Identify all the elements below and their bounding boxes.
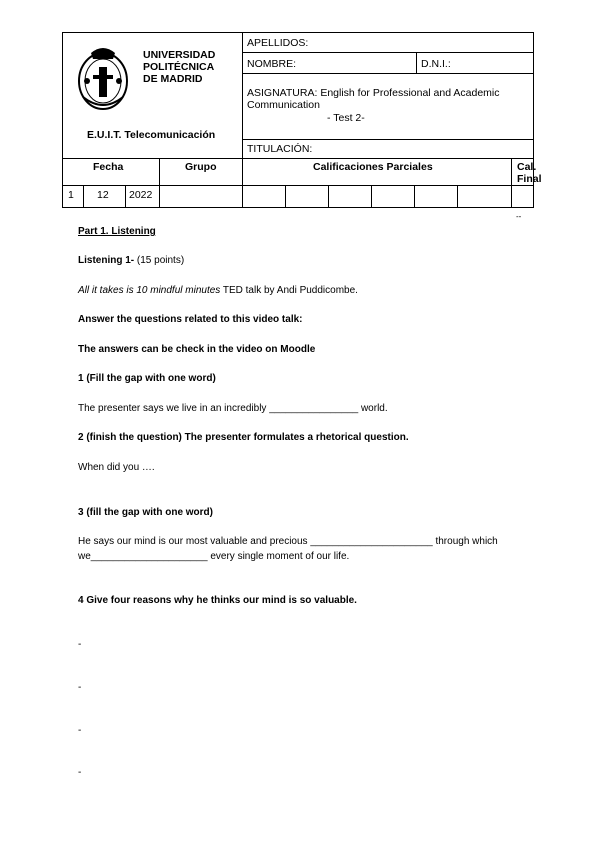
listening-label: Listening 1- bbox=[78, 255, 135, 266]
date-day: 1 bbox=[68, 189, 74, 201]
university-line: DE MADRID bbox=[143, 73, 203, 85]
university-line: POLITÉCNICA bbox=[143, 61, 215, 73]
q3-line2: we_____________________ every single moment of our life. bbox=[78, 551, 350, 562]
cal-header: Cal. bbox=[517, 161, 537, 173]
grupo-header: Grupo bbox=[185, 161, 217, 173]
test-label: - Test 2- bbox=[327, 112, 365, 124]
talk-rest: TED talk by Andi Puddicombe. bbox=[220, 285, 358, 296]
answer-dash: - bbox=[78, 639, 82, 650]
calificaciones-header: Calificaciones Parciales bbox=[313, 161, 433, 173]
talk-line bbox=[78, 285, 358, 296]
asignatura-line2: Communication bbox=[247, 99, 320, 111]
dni-field[interactable]: D.N.I.: bbox=[421, 58, 451, 70]
answer-dash: - bbox=[78, 682, 82, 693]
university-name bbox=[143, 49, 215, 85]
answer-dash: - bbox=[78, 767, 82, 778]
listening-points: (15 points) bbox=[134, 255, 185, 266]
school-name: E.U.I.T. Telecomunicación bbox=[87, 129, 216, 141]
fecha-header: Fecha bbox=[93, 161, 124, 173]
q3-title: 3 (fill the gap with one word) bbox=[78, 507, 213, 518]
instruction-2: The answers can be check in the video on Moodle bbox=[78, 344, 316, 355]
nombre-field[interactable]: NOMBRE: bbox=[247, 58, 297, 70]
instruction-1: Answer the questions related to this video talk: bbox=[78, 314, 303, 325]
q2-text: When did you …. bbox=[78, 462, 155, 473]
part-title: Part 1. Listening bbox=[78, 226, 156, 237]
q1-text: The presenter says we live in an incredibly ________________ world. bbox=[78, 403, 388, 414]
q2-title: 2 (finish the question) The presenter formulates a rhetorical question. bbox=[78, 432, 409, 443]
q1-title: 1 (Fill the gap with one word) bbox=[78, 373, 216, 384]
university-crest-icon bbox=[73, 41, 133, 113]
asignatura-line1: ASIGNATURA: English for Professional and Academic bbox=[247, 87, 500, 99]
listening-heading bbox=[78, 255, 184, 266]
q3-line1: He says our mind is our most valuable and precious ______________________ through which bbox=[78, 536, 498, 547]
answer-dash: - bbox=[78, 725, 82, 736]
final-header: Final bbox=[517, 173, 542, 185]
page-mark: -- bbox=[516, 212, 522, 221]
date-year: 2022 bbox=[129, 189, 153, 201]
apellidos-field[interactable]: APELLIDOS: bbox=[247, 37, 309, 49]
exam-header bbox=[62, 32, 542, 208]
university-line: UNIVERSIDAD bbox=[143, 49, 216, 61]
q4-title: 4 Give four reasons why he thinks our mind is so valuable. bbox=[78, 595, 357, 606]
titulacion-field[interactable]: TITULACIÓN: bbox=[247, 143, 313, 155]
talk-title: All it takes is 10 mindful minutes bbox=[78, 285, 221, 296]
date-month: 12 bbox=[97, 189, 109, 201]
